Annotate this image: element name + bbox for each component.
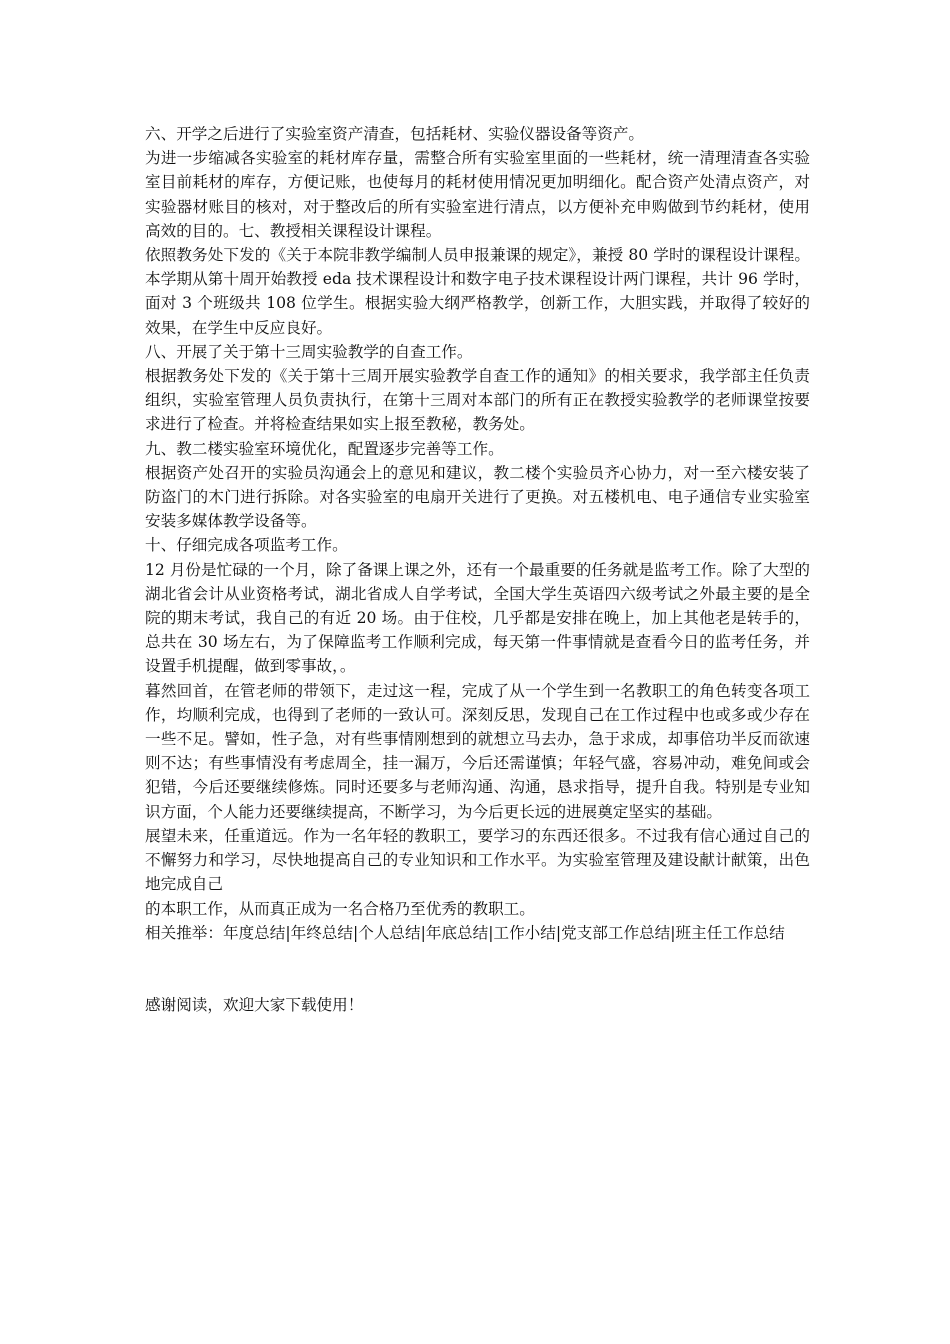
body-paragraph: 暮然回首，在管老师的带领下，走过这一程，完成了从一个学生到一名教职工的角色转变各项工作，均顺利完成，也得到了老师的一致认可。深刻反思，发现自己在工作过程中也或多或少存在一些不足。譬如，性子急，对有些事情刚想到的就想立马去办，急于求成，却事倍功半反而欲速则不达；有些事情没有考虑周全，挂一漏万，今后还需谨慎；年轻气盛，容易冲动，难免间或会犯错，今后还要继续修炼。同时还要多与老师沟通、沟通，恳求指导，提升自我。特别是专业知识方面，个人能力还要继续提高，不断学习，为今后更长远的进展奠定坚实的基础。	[145, 681, 810, 821]
body-paragraph: 展望未来，任重道远。作为一名年轻的教职工，要学习的东西还很多。不过我有信心通过自己的不懈努力和学习，尽快地提高自己的专业知识和工作水平。为实验室管理及建设献计献策，出色地完成自己	[145, 826, 810, 894]
body-paragraph: 根据资产处召开的实验员沟通会上的意见和建议，教二楼个实验员齐心协力，对一至六楼安装了防盗门的木门进行拆除。对各实验室的电扇开关进行了更换。对五楼机电、电子通信专业实验室安装多媒体教学设备等。	[145, 463, 810, 531]
body-paragraph: 12 月份是忙碌的一个月，除了备课上课之外，还有一个最重要的任务就是监考工作。除了大型的湖北省会计从业资格考试，湖北省成人自学考试，全国大学生英语四六级考试之外最主要的是全院的期末考试，我自己的有近 20 场。由于住校，几乎都是安排在晚上，加上其他老是转手的，总共在 30 场左右，为了保障监考工作顺利完成，每天第一件事情就是查看今日的监考任务，并设置手机提醒，做到零事故，。	[145, 560, 810, 676]
section-heading: 十、仔细完成各项监考工作。	[145, 536, 348, 555]
spacer	[145, 945, 810, 993]
body-paragraph: 的本职工作，从而真正成为一名合格乃至优秀的教职工。	[145, 899, 535, 918]
section-heading: 九、教二楼实验室环境优化，配置逐步完善等工作。	[145, 439, 504, 458]
related-links: 相关推举：年度总结|年终总结|个人总结|年底总结|工作小结|党支部工作总结|班主任工作总结	[145, 923, 785, 942]
section-heading: 六、开学之后进行了实验室资产清查，包括耗材、实验仪器设备等资产。	[145, 125, 645, 143]
body-paragraph: 根据教务处下发的《关于第十三周开展实验教学自查工作的通知》的相关要求，我学部主任负责组织，实验室管理人员负责执行，在第十三周对本部门的所有正在教授实验教学的老师课堂按要求进行了检查。并将检查结果如实上报至教秘，教务处。	[145, 367, 810, 434]
closing-note: 感谢阅读，欢迎大家下载使用！	[145, 995, 364, 1014]
section-heading: 八、开展了关于第十三周实验教学的自查工作。	[145, 342, 473, 361]
body-paragraph: 为进一步缩减各实验室的耗材库存量，需整合所有实验室里面的一些耗材，统一清理清查各实验室目前耗材的库存，方便记账，也使每月的耗材使用情况更加明细化。配合资产处清点资产，对实验器材账目的核对，对于整改后的所有实验室进行清点，以方便补充申购做到节约耗材，使用高效的目的。七、教授相关课程设计课程。	[145, 149, 810, 240]
document-body	[145, 122, 810, 1017]
body-paragraph: 依照教务处下发的《关于本院非教学编制人员申报兼课的规定》，兼授 80 学时的课程设计课程。本学期从第十周开始教授 eda 技术课程设计和数字电子技术课程设计两门课程，共计 96 学时，面对 3 个班级共 108 位学生。根据实验大纲严格教学，创新工作，大胆实践，并取得了较好的效果，在学生中反应良好。	[145, 246, 810, 337]
